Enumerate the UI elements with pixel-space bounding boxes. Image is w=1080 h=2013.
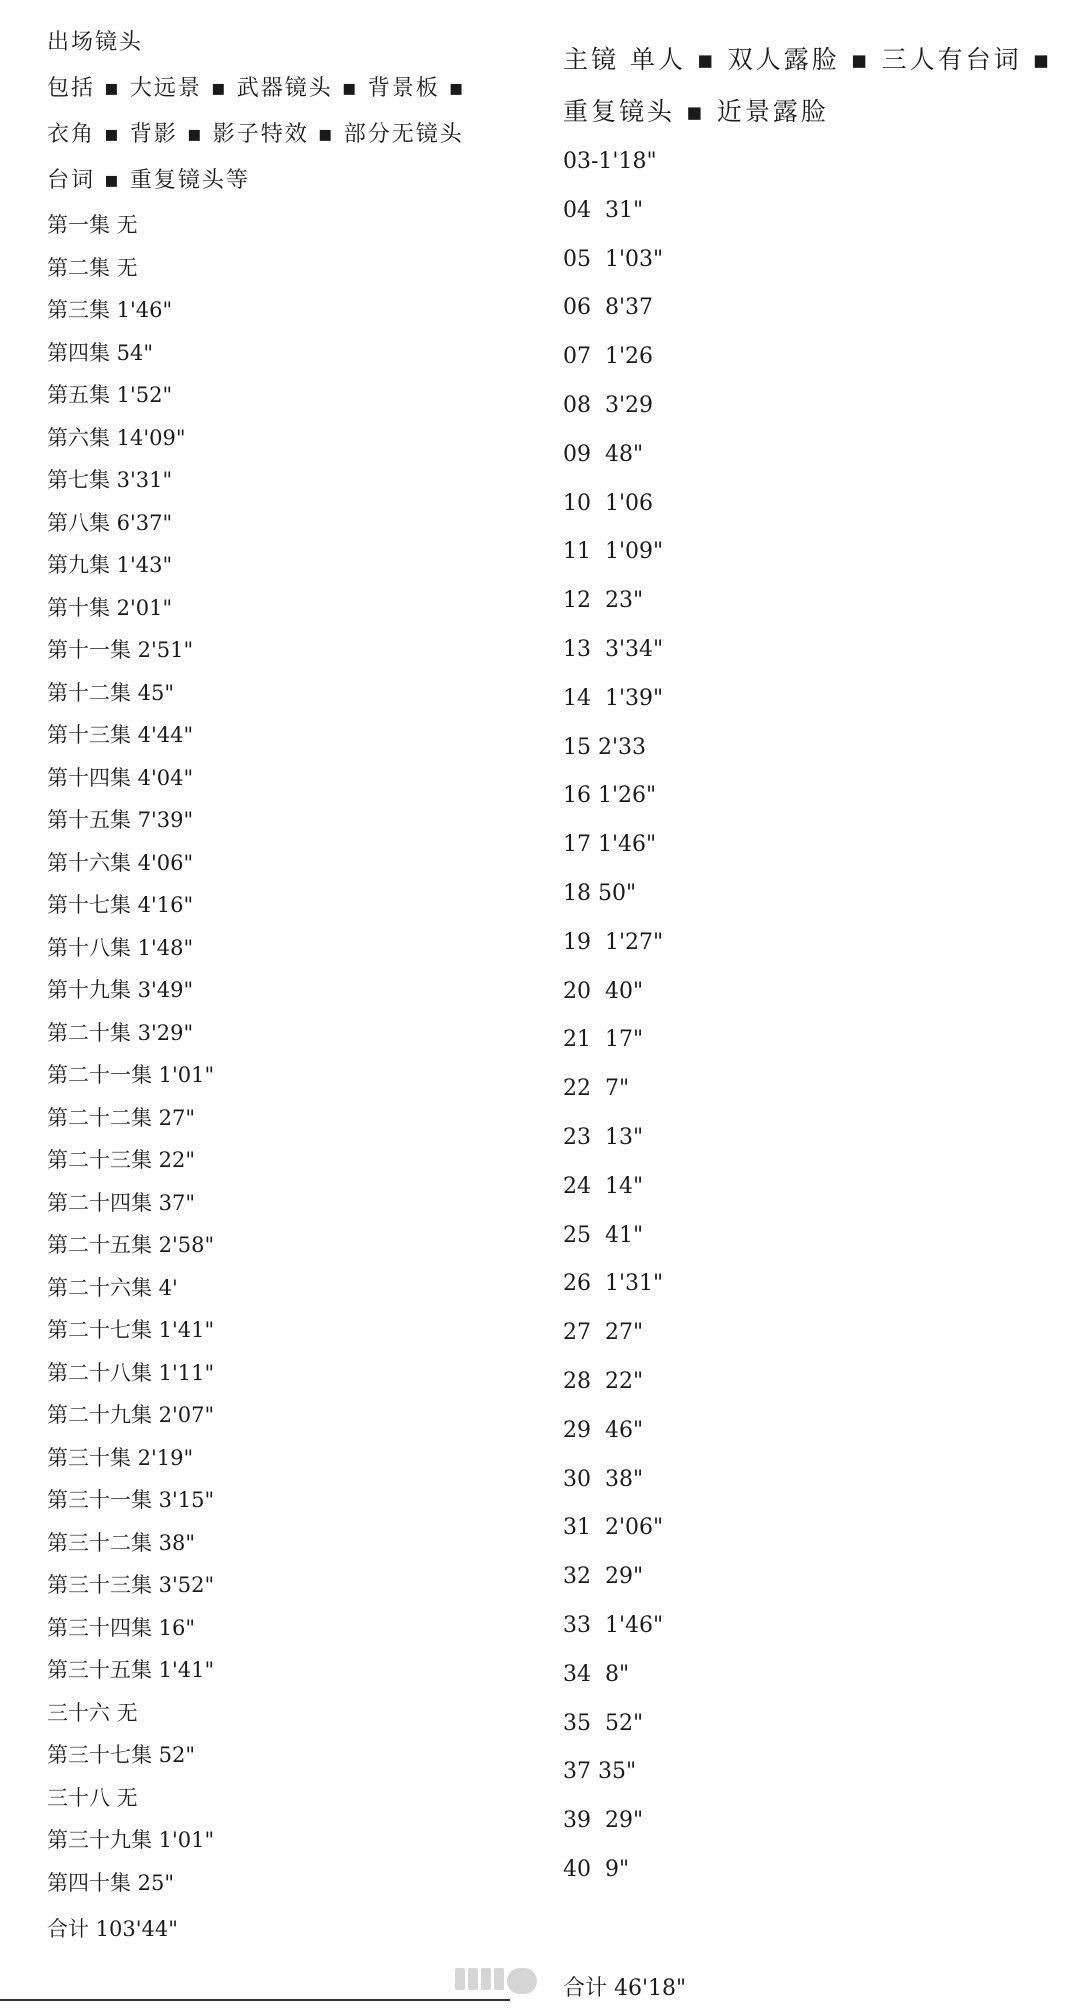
episode-row: 第二十九集 2'07" xyxy=(47,1403,215,1427)
main-shot-row: 31 2'06" xyxy=(563,1515,664,1541)
main-shot-row: 13 3'34" xyxy=(563,636,664,662)
main-shot-row: 27 27" xyxy=(563,1320,644,1346)
main-shot-row: 28 22" xyxy=(563,1368,644,1394)
episode-row: 第四十集 25" xyxy=(47,1870,175,1895)
main-shot-row: 26 1'31" xyxy=(563,1271,664,1297)
episode-row: 第一集 无 xyxy=(47,213,138,237)
episode-row: 第三十一集 3'15" xyxy=(47,1488,215,1512)
episode-row: 第九集 1'43" xyxy=(47,553,173,577)
episode-row: 第十集 2'01" xyxy=(47,595,173,620)
main-shot-row: 08 3'29 xyxy=(563,392,654,418)
episode-row: 第二十集 3'29" xyxy=(47,1020,194,1045)
episode-row: 第三十四集 16" xyxy=(47,1615,196,1640)
right-header-line: 重复镜头 ▪ 近景露脸 xyxy=(563,97,829,126)
episode-row: 第三十九集 1'01" xyxy=(47,1828,215,1852)
main-shot-row: 04 31" xyxy=(563,197,644,223)
episode-row: 第二十二集 27" xyxy=(47,1105,196,1130)
main-shot-row: 17 1'46" xyxy=(563,832,657,858)
episode-row: 三十八 无 xyxy=(47,1785,138,1810)
episode-row: 第八集 6'37" xyxy=(47,510,173,535)
episode-row: 第十七集 4'16" xyxy=(47,893,194,917)
right-column xyxy=(563,0,1063,2013)
left-header-line: 出场镜头 xyxy=(47,30,144,55)
main-shot-row: 33 1'46" xyxy=(563,1612,664,1638)
main-shot-row: 23 13" xyxy=(563,1124,644,1150)
main-shot-row: 34 8" xyxy=(563,1661,630,1687)
episode-row: 第三集 1'46" xyxy=(47,298,173,322)
episode-row: 第二十八集 1'11" xyxy=(47,1360,215,1385)
left-header-line: 台词 ▪ 重复镜头等 xyxy=(47,168,250,193)
episode-row: 第三十二集 38" xyxy=(47,1530,196,1555)
episode-row: 第二十七集 1'41" xyxy=(47,1318,215,1342)
episode-row: 第二十三集 22" xyxy=(47,1148,196,1172)
episode-row: 第七集 3'31" xyxy=(47,468,173,492)
main-shot-row: 24 14" xyxy=(563,1173,644,1199)
main-shot-row: 39 29" xyxy=(563,1808,644,1834)
main-shot-row: 40 9" xyxy=(563,1856,630,1882)
main-shot-row: 16 1'26" xyxy=(563,783,657,809)
main-shot-row: 09 48" xyxy=(563,441,644,467)
episode-row: 第十八集 1'48" xyxy=(47,935,194,960)
episode-row: 第二十五集 2'58" xyxy=(47,1233,215,1257)
episode-row: 第十四集 4'04" xyxy=(47,765,194,790)
left-header-line: 衣角 ▪ 背影 ▪ 影子特效 ▪ 部分无镜头 xyxy=(47,122,464,147)
episode-row: 第三十集 2'19" xyxy=(47,1445,194,1470)
right-total: 合计 46'18" xyxy=(563,1975,687,2001)
episode-row: 第二集 无 xyxy=(47,255,138,280)
episode-row: 第三十七集 52" xyxy=(47,1743,196,1767)
main-shot-row: 15 2'33 xyxy=(563,734,647,760)
main-shot-row: 06 8'37 xyxy=(563,295,654,321)
bottom-divider xyxy=(0,1999,510,2001)
main-shot-row: 32 29" xyxy=(563,1564,644,1590)
main-shot-row: 21 17" xyxy=(563,1027,644,1053)
episode-row: 第五集 1'52" xyxy=(47,383,173,407)
left-total: 合计 103'44" xyxy=(47,1917,178,1941)
main-shot-row: 11 1'09" xyxy=(563,539,664,565)
episode-row: 第十二集 45" xyxy=(47,680,175,705)
main-shot-row: 07 1'26 xyxy=(563,344,654,370)
main-shot-row: 37 35" xyxy=(563,1759,637,1785)
main-shot-row: 18 50" xyxy=(563,880,637,906)
episode-row: 第三十三集 3'52" xyxy=(47,1573,215,1597)
main-shot-row: 35 52" xyxy=(563,1710,644,1736)
episode-row: 第十六集 4'06" xyxy=(47,850,194,875)
main-shot-row: 22 7" xyxy=(563,1076,630,1102)
episode-row: 第十九集 3'49" xyxy=(47,978,194,1002)
episode-row: 第二十六集 4' xyxy=(47,1275,178,1300)
episode-row: 第三十五集 1'41" xyxy=(47,1658,215,1682)
main-shot-row: 19 1'27" xyxy=(563,929,664,955)
watermark-mark xyxy=(455,1968,537,1994)
episode-row: 第十三集 4'44" xyxy=(47,723,194,747)
main-shot-row: 12 23" xyxy=(563,588,644,614)
episode-row: 第十五集 7'39" xyxy=(47,808,194,832)
left-column xyxy=(47,0,517,1951)
main-shot-row: 03-1'18" xyxy=(563,149,657,174)
main-shot-row: 05 1'03" xyxy=(563,246,664,272)
episode-row: 第二十一集 1'01" xyxy=(47,1063,215,1087)
main-shot-row: 20 40" xyxy=(563,978,644,1004)
main-shot-row: 25 41" xyxy=(563,1222,644,1248)
episode-row: 第十一集 2'51" xyxy=(47,638,194,662)
episode-row: 第四集 54" xyxy=(47,340,154,365)
left-header-line: 包括 ▪ 大远景 ▪ 武器镜头 ▪ 背景板 ▪ xyxy=(47,76,466,101)
main-shot-row: 29 46" xyxy=(563,1417,644,1443)
main-shot-row: 30 38" xyxy=(563,1466,644,1492)
episode-row: 三十六 无 xyxy=(47,1700,138,1725)
main-shot-row: 14 1'39" xyxy=(563,685,664,711)
episode-row: 第二十四集 37" xyxy=(47,1190,196,1215)
main-shot-row: 10 1'06 xyxy=(563,490,654,516)
episode-row: 第六集 14'09" xyxy=(47,425,186,450)
right-header-line: 主镜 单人 ▪ 双人露脸 ▪ 三人有台词 ▪ xyxy=(563,45,1053,74)
